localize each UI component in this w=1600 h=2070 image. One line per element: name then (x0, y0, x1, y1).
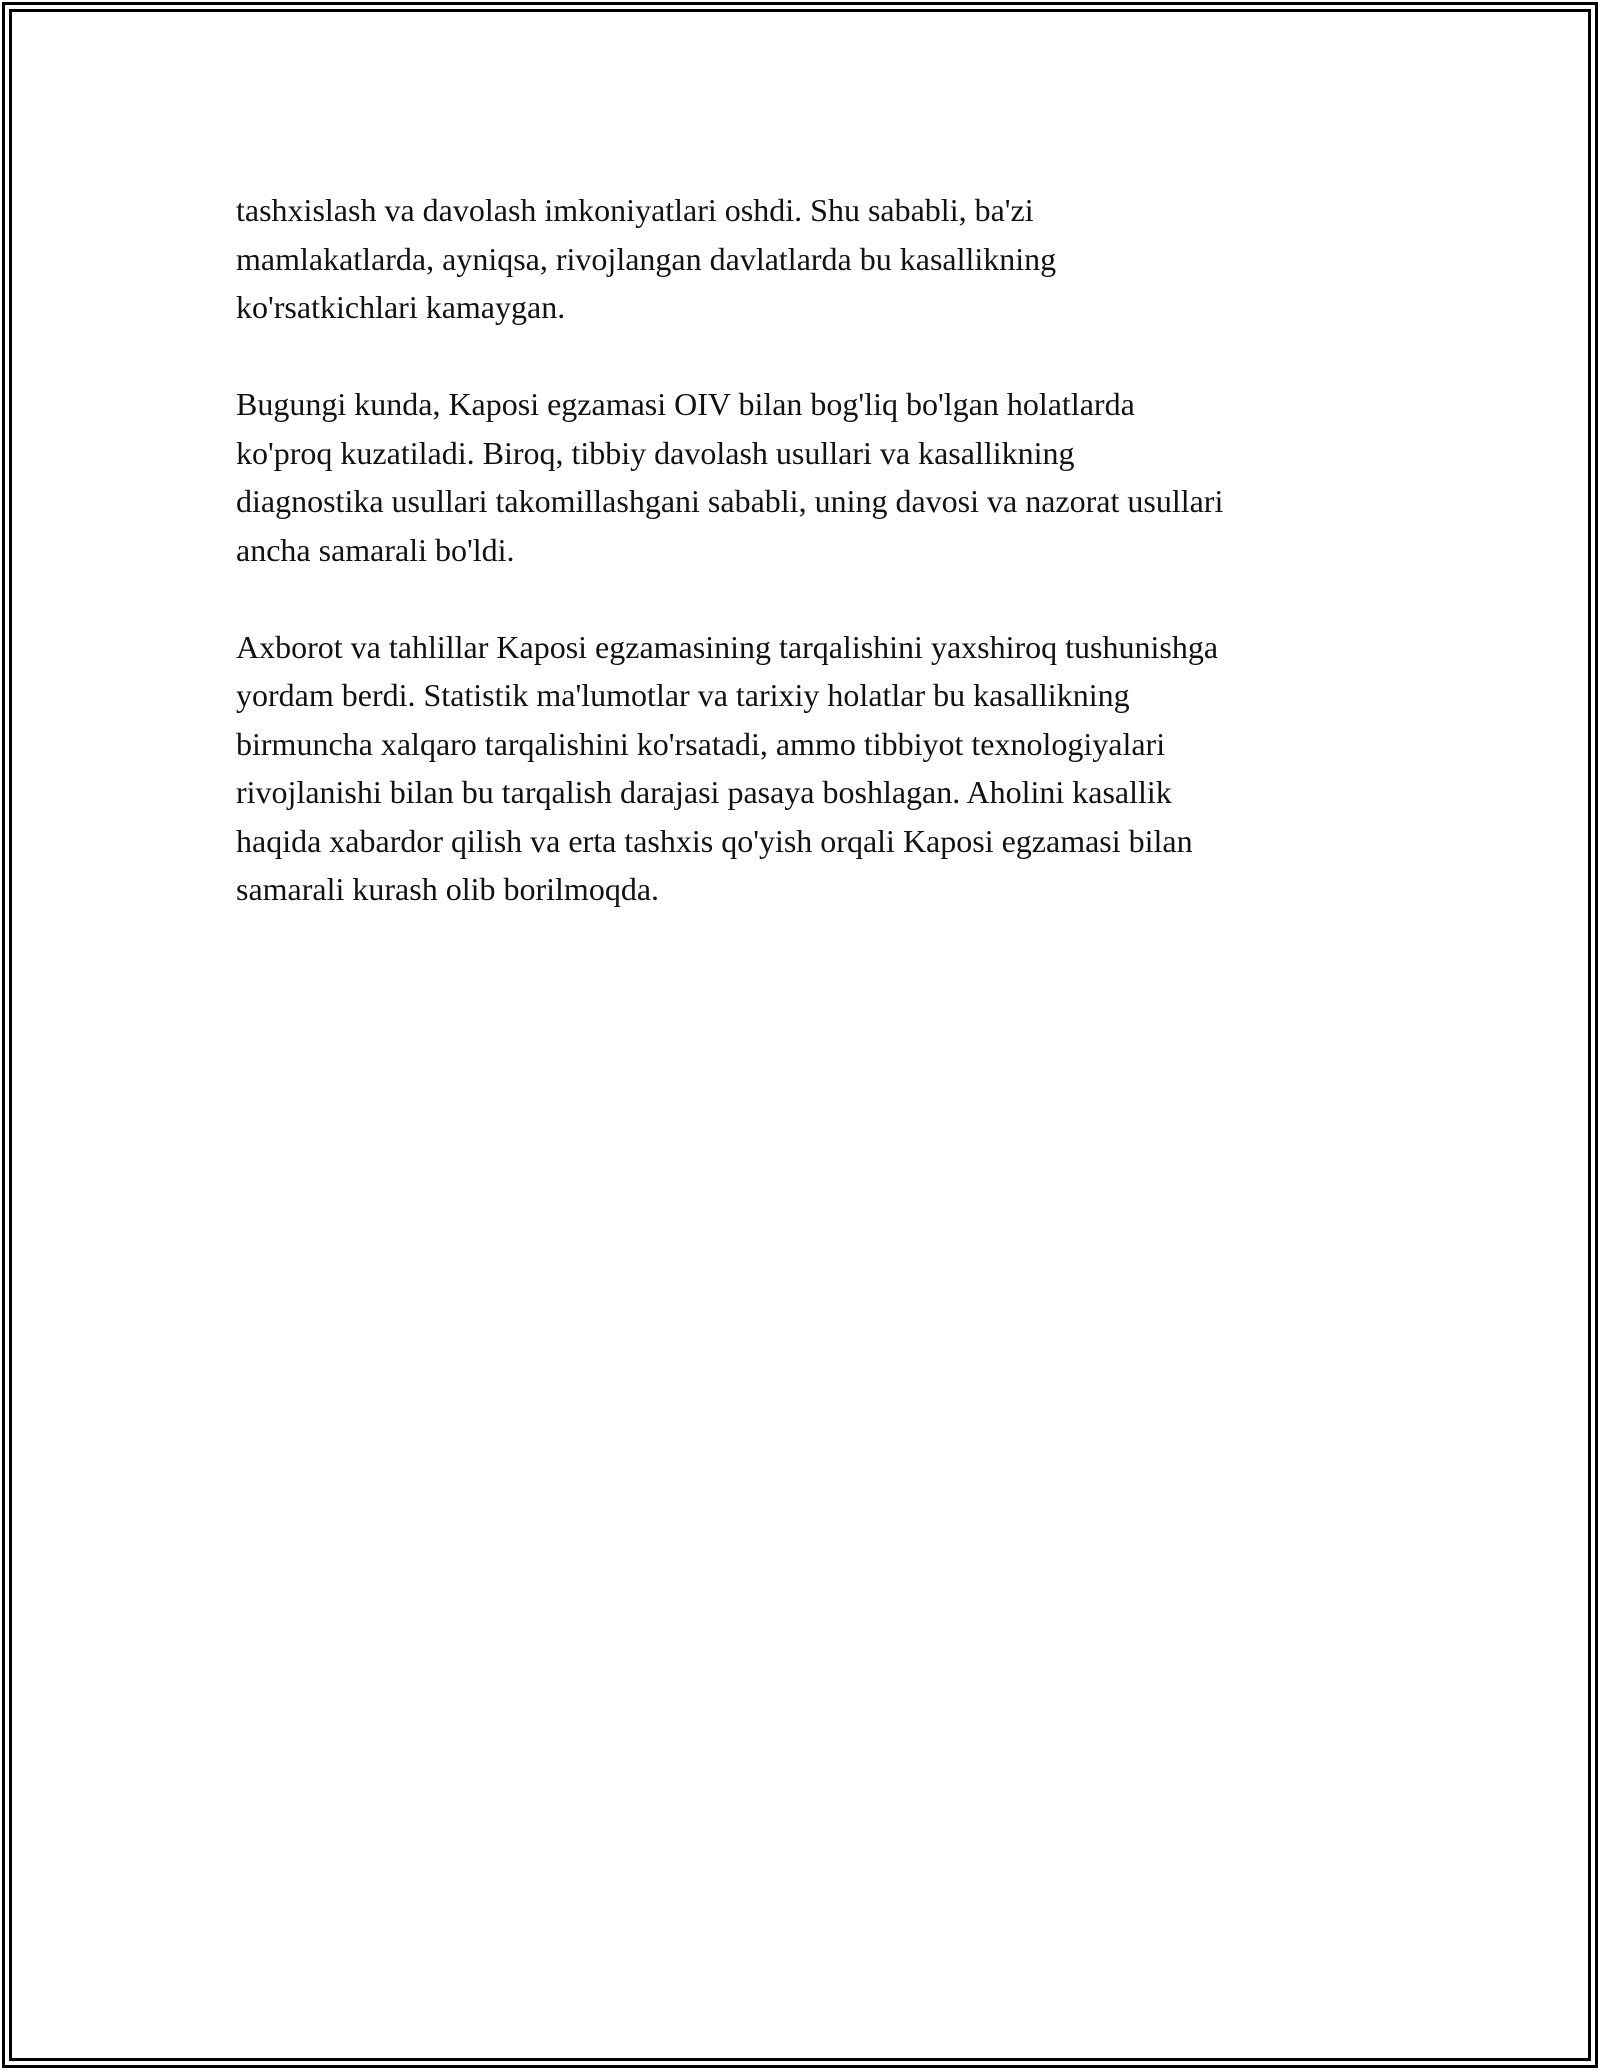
document-body (236, 186, 1416, 962)
paragraph-2: Bugungi kunda, Kaposi egzamasi OIV bilan bog'liq bo'lgan holatlarda ko'proq kuzatiladi. Biroq, tibbiy davolash usullari va kasallikning diagnostika usullari takomillashgani sababli, uning davosi va nazorat usullari ancha samarali bo'ldi. (236, 386, 1224, 568)
paragraph-1: tashxislash va davolash imkoniyatlari oshdi. Shu sababli, ba'zi mamlakatlarda, ayniqsa, rivojlangan davlatlarda bu kasallikning ko'rsatkichlari kamaygan. (236, 192, 1057, 325)
paragraph-3: Axborot va tahlillar Kaposi egzamasining tarqalishini yaxshiroq tushunishga yordam berdi. Statistik ma'lumotlar va tarixiy holatlar bu kasallikning birmuncha xalqaro tarqalishini ko'rsatadi, ammo tibbiyot texnologiyalari rivojlanishi bilan bu tarqalish darajasi pasaya boshlagan. Aholini kasallik haqida xabardor qilish va erta tashxis qo'yish orqali Kaposi egzamasi bilan samarali kurash olib borilmoqda. (236, 628, 1219, 907)
